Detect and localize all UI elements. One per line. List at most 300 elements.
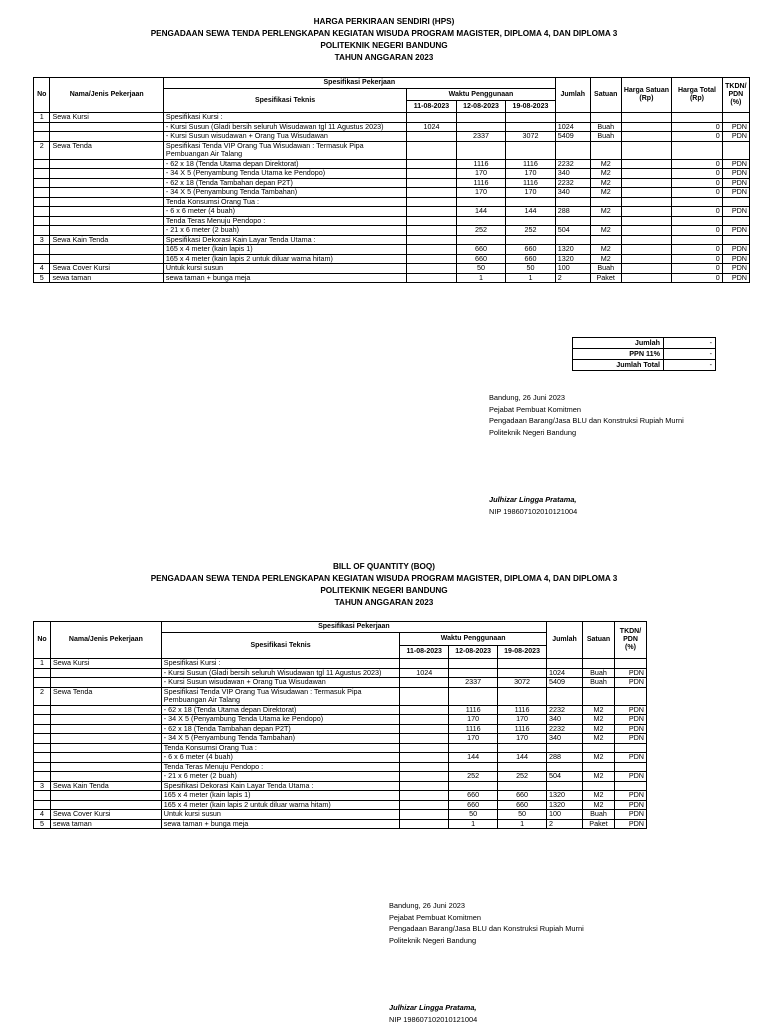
- cell-spec: Spesifikasi Dekorasi Kain Layar Tenda Utama :: [163, 235, 406, 245]
- table-row: [34, 819, 647, 829]
- total-row: [573, 338, 716, 349]
- sign-role: Pejabat Pembuat Komitmen: [489, 404, 684, 416]
- cell-tkdn: PDN: [722, 178, 749, 188]
- cell-nama: [50, 678, 161, 688]
- total-row: [573, 349, 716, 360]
- table-row: [34, 772, 647, 782]
- cell-tkdn: PDN: [614, 715, 646, 725]
- cell-satuan: Paket: [590, 273, 621, 283]
- cell-date-2: [456, 113, 505, 123]
- cell-no: [34, 207, 50, 217]
- cell-date-1: [400, 810, 449, 820]
- col-waktu: Waktu Penggunaan: [407, 89, 555, 101]
- cell-tkdn: PDN: [722, 254, 749, 264]
- cell-nama: [50, 762, 161, 772]
- cell-nama: sewa taman: [50, 819, 161, 829]
- cell-satuan: M2: [590, 245, 621, 255]
- cell-jumlah: 340: [547, 715, 583, 725]
- cell-date-2: 170: [449, 734, 498, 744]
- table-row: [34, 178, 750, 188]
- cell-nama: [50, 668, 161, 678]
- cell-spec: 165 x 4 meter (kain lapis 2 untuk diluar warna hitam): [163, 254, 406, 264]
- cell-date-1: [400, 753, 449, 763]
- cell-jumlah: 1320: [555, 245, 590, 255]
- cell-no: 3: [34, 781, 51, 791]
- cell-jumlah: 1320: [547, 800, 583, 810]
- cell-harga-satuan: [621, 216, 672, 226]
- cell-date-2: [449, 659, 498, 669]
- cell-jumlah: 1024: [547, 668, 583, 678]
- table-row: [34, 715, 647, 725]
- cell-no: 1: [34, 659, 51, 669]
- cell-no: [34, 772, 51, 782]
- cell-date-2: 1116: [456, 159, 505, 169]
- cell-jumlah: [555, 113, 590, 123]
- col-harga-satuan: Harga Satuan (Rp): [621, 78, 672, 113]
- cell-tkdn: PDN: [722, 226, 749, 236]
- table-row: [34, 169, 750, 179]
- cell-nama: [50, 791, 161, 801]
- cell-date-1: [407, 178, 456, 188]
- cell-spec: - Kursi Susun wisudawan + Orang Tua Wisudawan: [163, 132, 406, 142]
- table-row: [34, 791, 647, 801]
- col-waktu: Waktu Penggunaan: [400, 633, 547, 646]
- cell-harga-total: 0: [672, 169, 723, 179]
- cell-harga-total: [672, 197, 723, 207]
- cell-tkdn: PDN: [722, 273, 749, 283]
- boq-body: [34, 659, 647, 829]
- cell-no: [34, 122, 50, 132]
- sign-place-date: Bandung, 26 Juni 2023: [389, 900, 584, 912]
- table-row: [34, 159, 750, 169]
- cell-tkdn: PDN: [722, 159, 749, 169]
- table-row: [34, 659, 647, 669]
- cell-spec: Spesifikasi Dekorasi Kain Layar Tenda Utama :: [161, 781, 399, 791]
- cell-harga-total: [672, 141, 723, 159]
- cell-no: 3: [34, 235, 50, 245]
- cell-harga-total: 0: [672, 122, 723, 132]
- cell-satuan: M2: [583, 715, 615, 725]
- sign-nip: NIP 198607102010121004: [389, 1014, 584, 1025]
- col-satuan: Satuan: [583, 622, 615, 659]
- cell-satuan: M2: [583, 724, 615, 734]
- cell-date-2: [449, 687, 498, 705]
- cell-nama: [50, 245, 163, 255]
- cell-tkdn: PDN: [614, 668, 646, 678]
- cell-nama: [50, 132, 163, 142]
- cell-harga-total: 0: [672, 273, 723, 283]
- col-date-1: 11-08-2023: [400, 646, 449, 659]
- hps-title-line: TAHUN ANGGARAN 2023: [0, 52, 768, 64]
- cell-nama: [50, 715, 161, 725]
- boq-title: [0, 561, 768, 609]
- cell-harga-satuan: [621, 197, 672, 207]
- cell-tkdn: PDN: [722, 132, 749, 142]
- cell-nama: Sewa Kursi: [50, 113, 163, 123]
- sign-institution: Politeknik Negeri Bandung: [389, 935, 584, 947]
- cell-harga-satuan: [621, 254, 672, 264]
- cell-satuan: M2: [583, 734, 615, 744]
- cell-jumlah: 504: [547, 772, 583, 782]
- cell-spec: - 34 X 5 (Penyambung Tenda Tambahan): [163, 188, 406, 198]
- table-row: [34, 810, 647, 820]
- cell-satuan: M2: [583, 772, 615, 782]
- cell-satuan: Paket: [583, 819, 615, 829]
- cell-harga-satuan: [621, 273, 672, 283]
- cell-nama: Sewa Cover Kursi: [50, 264, 163, 274]
- cell-spec: Spesifikasi Tenda VIP Orang Tua Wisudawan : Termasuk Pipa Pembuangan Air Talang: [161, 687, 399, 705]
- sign-unit: Pengadaan Barang/Jasa BLU dan Konstruksi Rupiah Murni: [489, 415, 684, 427]
- cell-tkdn: PDN: [614, 810, 646, 820]
- cell-spec: - 62 x 18 (Tenda Tambahan depan P2T): [163, 178, 406, 188]
- cell-spec: - 62 x 18 (Tenda Tambahan depan P2T): [161, 724, 399, 734]
- cell-spec: - 62 x 18 (Tenda Utama depan Direktorat): [161, 705, 399, 715]
- cell-date-3: 660: [498, 800, 547, 810]
- cell-nama: [50, 188, 163, 198]
- cell-date-3: 660: [498, 791, 547, 801]
- sign-nip: NIP 198607102010121004: [489, 506, 684, 518]
- cell-harga-satuan: [621, 226, 672, 236]
- cell-tkdn: PDN: [614, 753, 646, 763]
- table-row: [34, 273, 750, 283]
- cell-spec: Tenda Teras Menuju Pendopo :: [163, 216, 406, 226]
- sign-place-date: Bandung, 26 Juni 2023: [489, 392, 684, 404]
- cell-date-3: 170: [506, 188, 555, 198]
- hps-totals: [572, 337, 716, 371]
- cell-date-2: 660: [449, 791, 498, 801]
- cell-no: [34, 705, 51, 715]
- col-spesifikasi-pekerjaan: Spesifikasi Pekerjaan: [161, 622, 546, 633]
- cell-jumlah: 5409: [555, 132, 590, 142]
- total-label: Jumlah Total: [573, 360, 664, 371]
- cell-spec: Tenda Konsumsi Orang Tua :: [161, 743, 399, 753]
- col-spesifikasi-pekerjaan: Spesifikasi Pekerjaan: [163, 78, 555, 89]
- cell-tkdn: PDN: [614, 734, 646, 744]
- cell-date-3: 50: [506, 264, 555, 274]
- total-value: -: [664, 338, 716, 349]
- cell-date-3: [506, 141, 555, 159]
- total-value: -: [664, 349, 716, 360]
- cell-spec: - 34 X 5 (Penyambung Tenda Utama ke Pendopo): [161, 715, 399, 725]
- cell-tkdn: PDN: [722, 264, 749, 274]
- cell-nama: [50, 197, 163, 207]
- cell-date-1: [400, 800, 449, 810]
- cell-date-2: 144: [456, 207, 505, 217]
- hps-title-line: PENGADAAN SEWA TENDA PERLENGKAPAN KEGIATAN WISUDA PROGRAM MAGISTER, DIPLOMA 4, DAN DIPLOMA 3: [0, 28, 768, 40]
- table-row: [34, 753, 647, 763]
- cell-date-3: [498, 659, 547, 669]
- hps-signature: [489, 392, 684, 517]
- cell-harga-total: 0: [672, 207, 723, 217]
- cell-date-3: [498, 687, 547, 705]
- table-row: [34, 141, 750, 159]
- cell-no: [34, 743, 51, 753]
- cell-date-3: 252: [506, 226, 555, 236]
- cell-satuan: M2: [583, 753, 615, 763]
- cell-harga-satuan: [621, 245, 672, 255]
- total-row: [573, 360, 716, 371]
- cell-nama: Sewa Tenda: [50, 687, 161, 705]
- cell-satuan: M2: [590, 178, 621, 188]
- cell-date-1: [400, 734, 449, 744]
- cell-harga-satuan: [621, 122, 672, 132]
- cell-no: [34, 188, 50, 198]
- sign-institution: Politeknik Negeri Bandung: [489, 427, 684, 439]
- cell-harga-total: 0: [672, 188, 723, 198]
- cell-date-3: 252: [498, 772, 547, 782]
- cell-harga-satuan: [621, 113, 672, 123]
- cell-jumlah: 1320: [555, 254, 590, 264]
- cell-spec: Spesifikasi Kursi :: [161, 659, 399, 669]
- hps-title: [0, 16, 768, 64]
- cell-date-3: 170: [498, 734, 547, 744]
- cell-date-1: [407, 216, 456, 226]
- cell-nama: Sewa Tenda: [50, 141, 163, 159]
- cell-no: [34, 245, 50, 255]
- hps-table: [33, 77, 750, 283]
- col-harga-total: Harga Total (Rp): [672, 78, 723, 113]
- cell-spec: - Kursi Susun (Gladi bersih seluruh Wisudawan tgl 11 Agustus 2023): [161, 668, 399, 678]
- cell-date-1: [407, 188, 456, 198]
- cell-date-3: [506, 113, 555, 123]
- cell-no: [34, 159, 50, 169]
- cell-jumlah: 1024: [555, 122, 590, 132]
- cell-satuan: Buah: [583, 810, 615, 820]
- cell-date-2: 660: [456, 245, 505, 255]
- total-label: PPN 11%: [573, 349, 664, 360]
- cell-nama: [50, 178, 163, 188]
- col-date-3: 19-08-2023: [506, 101, 555, 113]
- cell-no: 4: [34, 264, 50, 274]
- col-nama: Nama/Jenis Pekerjaan: [50, 78, 163, 113]
- cell-date-1: [400, 743, 449, 753]
- table-row: [34, 132, 750, 142]
- cell-no: [34, 715, 51, 725]
- cell-date-2: 1: [456, 273, 505, 283]
- table-row: [34, 122, 750, 132]
- cell-date-2: 2337: [449, 678, 498, 688]
- col-nama: Nama/Jenis Pekerjaan: [50, 622, 161, 659]
- cell-harga-total: 0: [672, 254, 723, 264]
- table-row: [34, 678, 647, 688]
- hps-body: [34, 113, 750, 283]
- cell-date-1: [400, 772, 449, 782]
- sign-name: Julhizar Lingga Pratama,: [389, 1002, 584, 1014]
- boq-title-line: BILL OF QUANTITY (BOQ): [0, 561, 768, 573]
- boq-table: [33, 621, 647, 829]
- cell-jumlah: 288: [547, 753, 583, 763]
- cell-jumlah: 5409: [547, 678, 583, 688]
- cell-spec: 165 x 4 meter (kain lapis 1): [163, 245, 406, 255]
- col-tkdn: TKDN/ PDN (%): [614, 622, 646, 659]
- cell-no: [34, 678, 51, 688]
- cell-harga-total: 0: [672, 178, 723, 188]
- cell-spec: - 6 x 6 meter (4 buah): [163, 207, 406, 217]
- cell-no: [34, 226, 50, 236]
- cell-satuan: [590, 113, 621, 123]
- col-date-2: 12-08-2023: [456, 101, 505, 113]
- cell-satuan: M2: [583, 705, 615, 715]
- cell-jumlah: 2232: [547, 724, 583, 734]
- cell-date-3: 660: [506, 254, 555, 264]
- boq-signature: [389, 900, 584, 1025]
- cell-tkdn: PDN: [614, 678, 646, 688]
- col-tkdn: TKDN/ PDN (%): [722, 78, 749, 113]
- cell-nama: [50, 169, 163, 179]
- table-row: [34, 226, 750, 236]
- cell-no: 5: [34, 273, 50, 283]
- cell-date-2: 1: [449, 819, 498, 829]
- cell-nama: Sewa Cover Kursi: [50, 810, 161, 820]
- cell-spec: sewa taman + bunga meja: [161, 819, 399, 829]
- cell-nama: sewa taman: [50, 273, 163, 283]
- col-no: No: [34, 78, 50, 113]
- cell-spec: 165 x 4 meter (kain lapis 2 untuk diluar warna hitam): [161, 800, 399, 810]
- cell-satuan: [583, 687, 615, 705]
- cell-no: [34, 197, 50, 207]
- cell-nama: Sewa Kain Tenda: [50, 781, 161, 791]
- cell-jumlah: [547, 687, 583, 705]
- cell-nama: [50, 207, 163, 217]
- cell-nama: [50, 159, 163, 169]
- table-row: [34, 254, 750, 264]
- cell-tkdn: PDN: [722, 245, 749, 255]
- cell-jumlah: [555, 141, 590, 159]
- cell-harga-total: [672, 216, 723, 226]
- cell-date-1: [400, 678, 449, 688]
- cell-date-1: [400, 724, 449, 734]
- cell-harga-total: [672, 235, 723, 245]
- cell-no: 4: [34, 810, 51, 820]
- cell-tkdn: PDN: [722, 188, 749, 198]
- cell-date-3: 1116: [506, 159, 555, 169]
- col-date-2: 12-08-2023: [449, 646, 498, 659]
- cell-nama: [50, 724, 161, 734]
- cell-date-3: 660: [506, 245, 555, 255]
- cell-spec: Spesifikasi Tenda VIP Orang Tua Wisudawan : Termasuk Pipa Pembuangan Air Talang: [163, 141, 406, 159]
- cell-harga-satuan: [621, 235, 672, 245]
- cell-date-1: [407, 113, 456, 123]
- cell-tkdn: PDN: [614, 800, 646, 810]
- col-no: No: [34, 622, 51, 659]
- cell-date-1: [400, 659, 449, 669]
- cell-date-2: 170: [456, 169, 505, 179]
- cell-nama: Sewa Kain Tenda: [50, 235, 163, 245]
- cell-date-1: [407, 273, 456, 283]
- cell-jumlah: 2232: [555, 178, 590, 188]
- cell-satuan: Buah: [590, 264, 621, 274]
- cell-date-1: [407, 169, 456, 179]
- cell-no: 1: [34, 113, 50, 123]
- cell-date-3: 170: [498, 715, 547, 725]
- cell-spec: - 21 x 6 meter (2 buah): [163, 226, 406, 236]
- hps-title-line: HARGA PERKIRAAN SENDIRI (HPS): [0, 16, 768, 28]
- cell-spec: Tenda Konsumsi Orang Tua :: [163, 197, 406, 207]
- cell-nama: [50, 705, 161, 715]
- cell-tkdn: PDN: [614, 791, 646, 801]
- cell-nama: [50, 216, 163, 226]
- cell-date-1: 1024: [400, 668, 449, 678]
- col-spesifikasi-teknis: Spesifikasi Teknis: [163, 89, 406, 113]
- cell-harga-total: 0: [672, 159, 723, 169]
- cell-tkdn: PDN: [614, 772, 646, 782]
- col-date-3: 19-08-2023: [498, 646, 547, 659]
- cell-date-2: 1116: [456, 178, 505, 188]
- cell-nama: [50, 753, 161, 763]
- cell-tkdn: PDN: [722, 207, 749, 217]
- cell-jumlah: 340: [555, 188, 590, 198]
- cell-satuan: Buah: [583, 668, 615, 678]
- cell-no: [34, 216, 50, 226]
- cell-no: 5: [34, 819, 51, 829]
- cell-date-2: 252: [456, 226, 505, 236]
- cell-harga-satuan: [621, 132, 672, 142]
- cell-date-1: [407, 159, 456, 169]
- cell-jumlah: 2232: [547, 705, 583, 715]
- cell-date-2: 170: [449, 715, 498, 725]
- boq-title-line: PENGADAAN SEWA TENDA PERLENGKAPAN KEGIATAN WISUDA PROGRAM MAGISTER, DIPLOMA 4, DAN DIPLOMA 3: [0, 573, 768, 585]
- cell-date-2: 1116: [449, 705, 498, 715]
- cell-date-3: 50: [498, 810, 547, 820]
- col-jumlah: Jumlah: [547, 622, 583, 659]
- cell-harga-satuan: [621, 169, 672, 179]
- cell-spec: - 34 X 5 (Penyambung Tenda Utama ke Pendopo): [163, 169, 406, 179]
- cell-jumlah: 2232: [555, 159, 590, 169]
- cell-harga-satuan: [621, 141, 672, 159]
- cell-no: [34, 668, 51, 678]
- cell-spec: - 6 x 6 meter (4 buah): [161, 753, 399, 763]
- cell-date-3: 3072: [498, 678, 547, 688]
- cell-date-1: [407, 254, 456, 264]
- cell-spec: 165 x 4 meter (kain lapis 1): [161, 791, 399, 801]
- cell-spec: - 62 x 18 (Tenda Utama depan Direktorat): [163, 159, 406, 169]
- table-row: [34, 687, 647, 705]
- cell-date-1: [400, 791, 449, 801]
- cell-date-2: 660: [449, 800, 498, 810]
- cell-tkdn: PDN: [614, 819, 646, 829]
- cell-no: [34, 791, 51, 801]
- cell-spec: - Kursi Susun wisudawan + Orang Tua Wisudawan: [161, 678, 399, 688]
- cell-no: [34, 178, 50, 188]
- cell-date-3: 144: [498, 753, 547, 763]
- cell-date-1: [407, 226, 456, 236]
- cell-satuan: M2: [590, 188, 621, 198]
- cell-satuan: Buah: [590, 132, 621, 142]
- cell-date-1: [400, 819, 449, 829]
- cell-harga-satuan: [621, 264, 672, 274]
- sign-name: Julhizar Lingga Pratama,: [489, 494, 684, 506]
- table-row: [34, 264, 750, 274]
- cell-satuan: M2: [590, 169, 621, 179]
- table-row: [34, 734, 647, 744]
- cell-no: [34, 169, 50, 179]
- cell-date-2: 144: [449, 753, 498, 763]
- table-row: [34, 245, 750, 255]
- cell-date-1: [407, 141, 456, 159]
- cell-satuan: M2: [590, 159, 621, 169]
- cell-satuan: [590, 141, 621, 159]
- table-row: [34, 235, 750, 245]
- cell-satuan: [583, 659, 615, 669]
- cell-date-1: [400, 705, 449, 715]
- table-row: [34, 188, 750, 198]
- cell-date-3: 170: [506, 169, 555, 179]
- cell-date-2: 1116: [449, 724, 498, 734]
- cell-harga-satuan: [621, 188, 672, 198]
- col-spesifikasi-teknis: Spesifikasi Teknis: [161, 633, 399, 659]
- table-row: [34, 216, 750, 226]
- cell-tkdn: PDN: [722, 169, 749, 179]
